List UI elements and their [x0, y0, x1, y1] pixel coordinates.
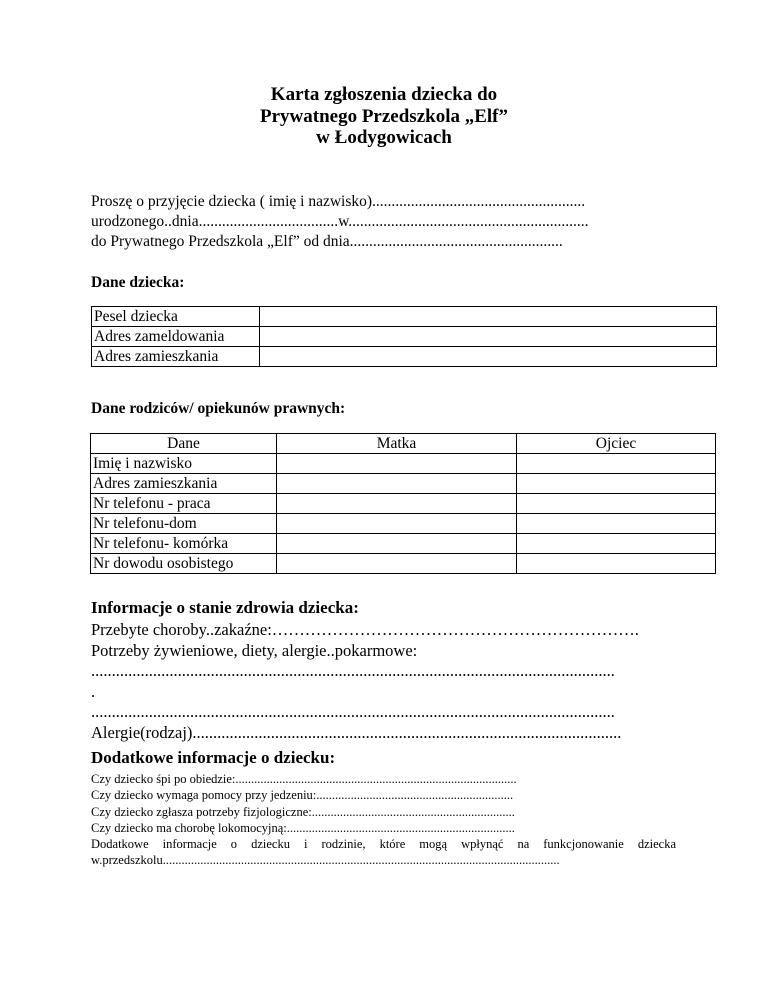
father-field[interactable] [517, 534, 716, 554]
child-data-table [91, 306, 717, 367]
table-header-row [91, 434, 716, 454]
dotted-line: . [91, 681, 96, 701]
row-label: Nr telefonu - praca [91, 494, 277, 514]
additional-info-line: Dodatkowe informacje o dziecku i rodzinie, które mogą wpłynąć na funkcjonowanie dziecka [91, 837, 676, 852]
father-field[interactable] [517, 494, 716, 514]
health-info-lines [91, 620, 676, 743]
dotted-line: ............................................................................................................................... [91, 661, 615, 680]
father-field[interactable] [517, 514, 716, 534]
row-label: Nr telefonu- komórka [91, 534, 277, 554]
title-line-2: Prywatnego Przedszkola „Elf” [259, 105, 508, 127]
row-label: Adres zameldowania [92, 327, 260, 347]
pesel-field[interactable] [260, 307, 717, 327]
table-row [91, 554, 716, 574]
form-title [0, 84, 768, 149]
row-label: Nr dowodu osobistego [91, 554, 277, 574]
physiological-needs-line: Czy dziecko zgłasza potrzeby fizjologiczne:................................................................. [91, 804, 515, 819]
child-data-heading: Dane dziecka: [91, 274, 185, 291]
father-field[interactable] [517, 454, 716, 474]
motion-sickness-line: Czy dziecko ma chorobę lokomocyjną:......................................................................... [91, 820, 515, 835]
dotted-line: ............................................................................................................................... [91, 702, 615, 721]
extra-info-heading: Dodatkowe informacje o dziecku: [91, 748, 336, 767]
registered-address-field[interactable] [260, 327, 717, 347]
column-header-matka: Matka [277, 434, 517, 454]
health-info-heading: Informacje o stanie zdrowia dziecka: [91, 598, 359, 617]
row-label: Adres zamieszkania [91, 474, 277, 494]
additional-info-line-continued: w.przedszkolu............................................................................................................................... [91, 853, 560, 868]
column-header-ojciec: Ojciec [517, 434, 716, 454]
mother-field[interactable] [277, 554, 517, 574]
table-row [91, 454, 716, 474]
table-row [91, 474, 716, 494]
infectious-diseases-line: Przebyte choroby..zakaźne:…………………………………………………………. [91, 620, 639, 639]
row-label: Imię i nazwisko [91, 454, 277, 474]
table-row [92, 347, 717, 367]
mother-field[interactable] [277, 534, 517, 554]
mother-field[interactable] [277, 514, 517, 534]
row-label: Nr telefonu-dom [91, 514, 277, 534]
dietary-needs-line: Potrzeby żywieniowe, diety, alergie..pokarmowe: [91, 640, 418, 660]
intro-text [91, 192, 691, 252]
table-row [91, 514, 716, 534]
table-row [92, 307, 717, 327]
table-row [91, 494, 716, 514]
table-row [92, 327, 717, 347]
intro-line-2: urodzonego..dnia....................................w.............................................................. [91, 213, 589, 230]
column-header-dane: Dane [91, 434, 277, 454]
intro-line-1: Proszę o przyjęcie dziecka ( imię i nazwisko)....................................................... [91, 193, 586, 210]
title-line-1: Karta zgłoszenia dziecka do [270, 84, 498, 105]
father-field[interactable] [517, 474, 716, 494]
mother-field[interactable] [277, 494, 517, 514]
row-label: Pesel dziecka [92, 307, 260, 327]
allergies-line: Alergie(rodzaj)........................................................................................................ [91, 722, 622, 742]
eating-help-line: Czy dziecko wymaga pomocy przy jedzeniu:............................................................... [91, 788, 514, 803]
sleep-after-lunch-line: Czy dziecko śpi po obiedzie:.......................................................................................... [91, 772, 517, 786]
father-field[interactable] [517, 554, 716, 574]
parents-data-heading: Dane rodziców/ opiekunów prawnych: [91, 400, 346, 417]
parents-data-table [90, 433, 716, 574]
residence-address-field[interactable] [260, 347, 717, 367]
row-label: Adres zamieszkania [92, 347, 260, 367]
mother-field[interactable] [277, 454, 517, 474]
intro-line-3: do Prywatnego Przedszkola „Elf” od dnia....................................................... [91, 233, 563, 250]
title-line-3: w Łodygowicach [316, 127, 452, 148]
extra-info-lines [91, 771, 676, 869]
mother-field[interactable] [277, 474, 517, 494]
table-row [91, 534, 716, 554]
